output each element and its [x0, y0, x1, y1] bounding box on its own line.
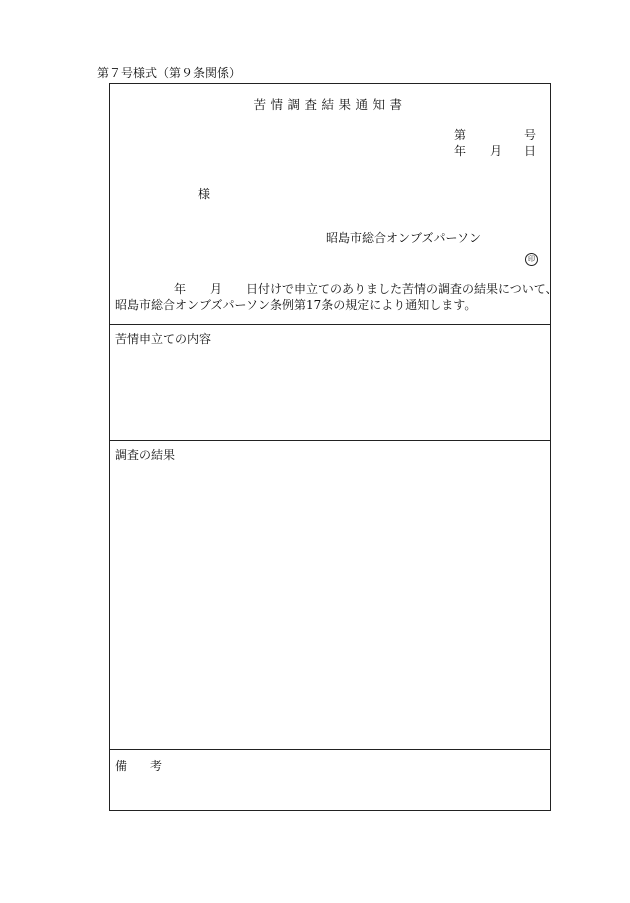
section-divider: [110, 324, 550, 325]
investigation-result-heading: 調査の結果: [115, 448, 176, 462]
date-day-label: 日: [524, 144, 537, 158]
body-text-line-1: 日付けで申立てのありました苦情の調査の結果について、: [246, 282, 558, 296]
sender-name: 昭島市総合オンブズパーソン: [326, 231, 482, 245]
section-divider: [110, 440, 550, 441]
remarks-heading-char-2: 考: [150, 759, 163, 773]
date-year-label: 年: [454, 144, 467, 158]
form-number-label: 第７号様式（第９条関係）: [97, 66, 242, 80]
section-divider: [110, 749, 550, 750]
body-year-label: 年: [174, 282, 187, 296]
notice-form: [109, 83, 558, 811]
document-number-suffix: 号: [524, 128, 537, 142]
document-title: 苦情調査結果通知書: [253, 97, 407, 112]
document-number-prefix: 第: [454, 128, 467, 142]
body-text-line-2: 昭島市総合オンブズパーソン条例第17条の規定により通知します。: [115, 298, 477, 312]
remarks-heading-char-1: 備: [115, 759, 128, 773]
complaint-content-heading: 苦情申立ての内容: [115, 332, 212, 346]
addressee-suffix: 様: [198, 187, 211, 201]
seal-mark-icon: 印: [525, 253, 538, 266]
date-month-label: 月: [490, 144, 503, 158]
body-month-label: 月: [210, 282, 223, 296]
